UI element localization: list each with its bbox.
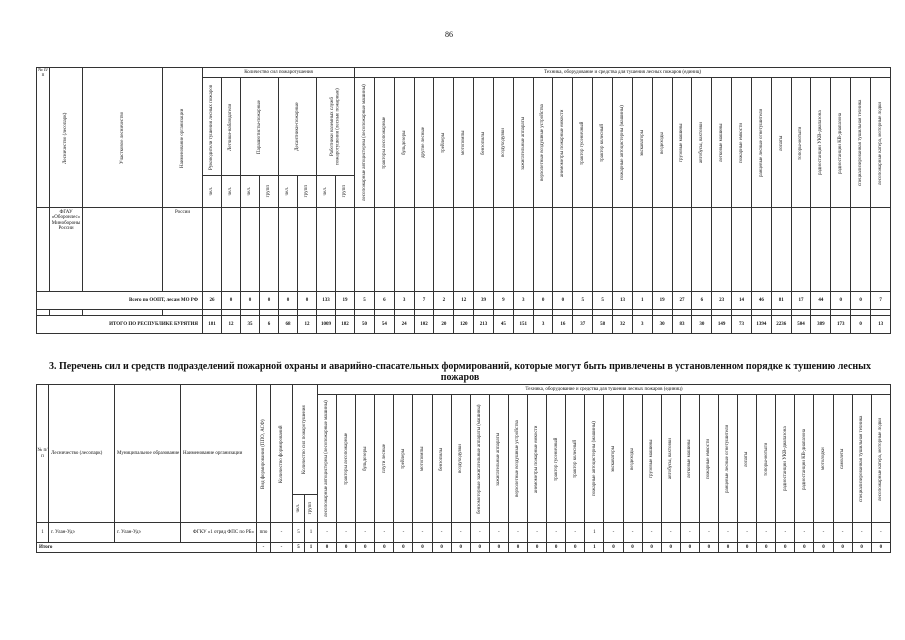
equipment-col-header: лесопожарные автоцистерны (лесопожарные машины): [355, 78, 375, 208]
empty-cell: [414, 208, 434, 292]
grand-total-value: 151: [513, 316, 533, 334]
equipment-col-header: пожарные автоцистерны (машины): [585, 395, 604, 523]
equipment-col-header: лопаты: [738, 395, 757, 523]
unit-label: чел.: [317, 176, 336, 208]
grand-total-value: 58: [593, 316, 613, 334]
unit-label: чел.: [241, 176, 260, 208]
equipment-value: -: [833, 523, 852, 543]
unit-label: чел.: [222, 176, 241, 208]
equipment-col-header: верхолетные воздушные устройства: [508, 395, 527, 523]
empty-cell: [513, 208, 533, 292]
total-value: 81: [771, 292, 791, 310]
total-value: 12: [454, 292, 474, 310]
equipment-col-header: вездеходы: [652, 78, 672, 208]
total-value: 0: [814, 543, 833, 553]
empty-cell: [260, 208, 279, 292]
count-value: -: [271, 523, 293, 543]
total-value: 5: [593, 292, 613, 310]
force-col-header: Работники наземных служб пожаротушения (лесные пожарные): [317, 78, 355, 176]
force-col-header: Десантники-пожарные: [279, 78, 317, 176]
total-value: 19: [336, 292, 355, 310]
empty-cell: [298, 208, 317, 292]
equipment-col-header: самолеты: [833, 395, 852, 523]
empty-cell: [692, 208, 712, 292]
total-value: 0: [699, 543, 718, 553]
empty-cell: [241, 208, 260, 292]
total-value: 0: [533, 292, 553, 310]
equipment-col-header: анемометры пожарные емкости: [528, 395, 547, 523]
total-value: 3: [513, 292, 533, 310]
equipment-value: -: [528, 523, 547, 543]
grand-total-value: 504: [791, 316, 811, 334]
grand-total-value: 0: [851, 316, 871, 334]
empty-cell: [355, 208, 375, 292]
total-value: 46: [751, 292, 771, 310]
total-value: 0: [851, 292, 871, 310]
equipment-value: -: [432, 523, 451, 543]
total-value: 0: [279, 292, 298, 310]
equipment-col-header: пожарные емкости: [699, 395, 718, 523]
grand-total-value: 213: [474, 316, 494, 334]
grand-total-row: [37, 316, 891, 334]
total-value: 27: [672, 292, 692, 310]
equipment-col-header: радиостанции УКВ-диапазона: [776, 395, 795, 523]
equipment-value: 1: [585, 523, 604, 543]
equipment-col-header: трейлеры: [434, 78, 454, 208]
equipment-value: -: [508, 523, 527, 543]
equipment-col-header: лесопожарные катера, моторные лодки: [871, 395, 890, 523]
grand-total-value: 389: [811, 316, 831, 334]
equipment-col-header: мотопомпы: [413, 395, 432, 523]
grand-total-value: 35: [241, 316, 260, 334]
fire-units-table: [36, 384, 891, 553]
grand-total-value: 30: [652, 316, 672, 334]
grand-total-value: 73: [732, 316, 752, 334]
total-value: 0: [566, 543, 585, 553]
total-value: 5: [573, 292, 593, 310]
equipment-col-header: воздуходувки: [451, 395, 470, 523]
total-groups: 1: [305, 543, 318, 553]
total-value: 0: [394, 543, 413, 553]
grand-total-value: 2236: [771, 316, 791, 334]
total-value: 14: [732, 292, 752, 310]
total-value: 19: [652, 292, 672, 310]
equipment-value: -: [337, 523, 356, 543]
grand-total-value: 6: [260, 316, 279, 334]
total-value: 7: [414, 292, 434, 310]
total-value: 23: [712, 292, 732, 310]
equipment-col-header: трактор гусеничный: [573, 78, 593, 208]
empty-cell: [870, 208, 890, 292]
equipment-col-header: другие лесные: [414, 78, 434, 208]
unit-label: чел.: [203, 176, 222, 208]
empty-cell: [652, 208, 672, 292]
grand-total-value: 12: [298, 316, 317, 334]
unit-label: групп: [305, 495, 318, 523]
equipment-col-header: бензомоторные зажигательные аппараты (машины): [470, 395, 489, 523]
unit-label: групп: [298, 176, 317, 208]
total-count: -: [271, 543, 293, 553]
equipment-value: -: [795, 523, 814, 543]
equipment-col-header: трактор колесный: [566, 395, 585, 523]
empty-cell: [672, 208, 692, 292]
table-header-row: [37, 68, 891, 78]
equipment-col-header: легковые машины: [712, 78, 732, 208]
empty-cell: [712, 208, 732, 292]
equipment-value: -: [604, 523, 623, 543]
equipment-value: -: [852, 523, 871, 543]
total-value: 13: [613, 292, 633, 310]
equipment-value: -: [814, 523, 833, 543]
total-value: 7: [870, 292, 890, 310]
col-count-header: Количество формирований: [271, 385, 293, 523]
unit-label: чел.: [279, 176, 298, 208]
total-value: 1: [585, 543, 604, 553]
empty-cell: [434, 208, 454, 292]
empty-cell: [632, 208, 652, 292]
equipment-value: -: [489, 523, 508, 543]
equipment-value: -: [318, 523, 337, 543]
grand-total-value: 45: [493, 316, 513, 334]
unit-label: групп: [336, 176, 355, 208]
col-forces-header: Количество сил пожаротушения: [293, 385, 318, 495]
total-value: 0: [871, 543, 890, 553]
total-value: 26: [203, 292, 222, 310]
empty-cell: [791, 208, 811, 292]
equipment-col-header: топоры-мотыги: [791, 78, 811, 208]
grand-total-value: 20: [434, 316, 454, 334]
equipment-value: -: [470, 523, 489, 543]
people-value: 5: [293, 523, 305, 543]
empty-cell: [336, 208, 355, 292]
total-value: 0: [642, 543, 661, 553]
equipment-value: -: [757, 523, 776, 543]
total-value: 0: [547, 543, 566, 553]
equipment-value: -: [375, 523, 394, 543]
total-value: 0: [757, 543, 776, 553]
total-value: 0: [470, 543, 489, 553]
total-value: 3: [394, 292, 414, 310]
row-number: 1: [37, 523, 49, 543]
equipment-col-header: зажигательные аппараты: [489, 395, 508, 523]
equipment-col-header: плуги лесные: [375, 395, 394, 523]
empty-cell: [771, 208, 791, 292]
total-value: 0: [661, 543, 680, 553]
equipment-col-header: мотолодки: [814, 395, 833, 523]
grand-total-value: 1394: [751, 316, 771, 334]
empty-cell: [811, 208, 831, 292]
empty-cell: [374, 208, 394, 292]
grand-total-value: 32: [613, 316, 633, 334]
equipment-col-header: анемометры пожарные емкости: [553, 78, 573, 208]
total-value: 0: [718, 543, 737, 553]
empty-cell: [222, 208, 241, 292]
equipment-col-header: мотопомпы: [454, 78, 474, 208]
total-value: 0: [298, 292, 317, 310]
col-no-header: № п/п: [37, 68, 50, 208]
equipment-value: -: [738, 523, 757, 543]
grand-total-value: 16: [553, 316, 573, 334]
equipment-col-header: тракторы лесопожарные: [374, 78, 394, 208]
equipment-col-header: трактор гусеничный: [547, 395, 566, 523]
total-value: 0: [680, 543, 699, 553]
equipment-value: -: [718, 523, 737, 543]
empty-cell: [474, 208, 494, 292]
total-value: 0: [528, 543, 547, 553]
grand-total-value: 3: [533, 316, 553, 334]
equipment-value: -: [394, 523, 413, 543]
total-value: 2: [434, 292, 454, 310]
equipment-value: -: [661, 523, 680, 543]
total-value: 0: [318, 543, 337, 553]
empty-cell: [553, 208, 573, 292]
row-number: [37, 208, 50, 292]
equipment-value: -: [776, 523, 795, 543]
empty-cell: [454, 208, 474, 292]
total-value: 0: [738, 543, 757, 553]
forces-group-header: Количество сил пожаротушения: [203, 68, 355, 78]
equipment-col-header: воздуходувки: [493, 78, 513, 208]
grand-total-value: 1009: [317, 316, 336, 334]
equipment-col-header: бульдозеры: [356, 395, 375, 523]
forestry-name: ФГАУ «Оборонлес» Минобороны России: [50, 208, 83, 292]
total-value: 0: [776, 543, 795, 553]
grand-total-value: 54: [374, 316, 394, 334]
total-value: 39: [474, 292, 494, 310]
total-type: -: [257, 543, 271, 553]
total-value: 5: [355, 292, 375, 310]
grand-total-label: ИТОГО ПО РЕСПУБЛИКЕ БУРЯТИЯ: [37, 316, 203, 334]
col-forestry-header: Лесничество (лесопарк): [49, 385, 115, 523]
equipment-group-header: Техника, оборудование и средства для тушения лесных пожаров (единиц): [355, 68, 891, 78]
col-forestry-header: Лесничество (лесопарк): [50, 68, 83, 208]
empty-cell: [831, 208, 851, 292]
total-value: 133: [317, 292, 336, 310]
organization-name: России: [163, 208, 203, 292]
col-org-header: Наименование организации: [181, 385, 257, 523]
equipment-value: -: [356, 523, 375, 543]
col-municipality-header: Муниципальное образование: [115, 385, 181, 523]
equipment-col-header: специализированная тушильная техника: [852, 395, 871, 523]
total-value: 44: [811, 292, 831, 310]
grand-total-value: 83: [672, 316, 692, 334]
equipment-col-header: радиостанции УКВ-диапазона: [811, 78, 831, 208]
grand-total-value: 120: [454, 316, 474, 334]
forest-fire-forces-table: [36, 67, 891, 334]
total-value: 0: [852, 543, 871, 553]
total-row: [37, 292, 891, 310]
equipment-value: -: [547, 523, 566, 543]
total-value: 0: [833, 543, 852, 553]
grand-total-value: 182: [336, 316, 355, 334]
equipment-col-header: трейлеры: [394, 395, 413, 523]
grand-total-value: 181: [203, 316, 222, 334]
col-district-header: Участковое лесничество: [83, 68, 163, 208]
empty-cell: [732, 208, 752, 292]
grand-total-value: 173: [831, 316, 851, 334]
total-people: 5: [293, 543, 305, 553]
total-value: 0: [623, 543, 642, 553]
total-value: 0: [241, 292, 260, 310]
equipment-value: -: [871, 523, 890, 543]
empty-cell: [573, 208, 593, 292]
grand-total-value: 13: [870, 316, 890, 334]
equipment-col-header: зажигательные аппараты: [513, 78, 533, 208]
organization-row: [37, 208, 891, 292]
total-value: 0: [553, 292, 573, 310]
equipment-col-header: бензопилы: [474, 78, 494, 208]
equipment-col-header: пожарные автоцистерны (машины): [613, 78, 633, 208]
equipment-col-header: автобусы, вахтовки: [692, 78, 712, 208]
empty-cell: [613, 208, 633, 292]
total-value: 9: [493, 292, 513, 310]
equipment-col-header: ранцевые лесные огнетушители: [718, 395, 737, 523]
grand-total-value: 12: [222, 316, 241, 334]
col-type-header: Вид формирования (ППО, АСФ): [257, 385, 271, 523]
equipment-col-header: пожарные емкости: [732, 78, 752, 208]
unit-label: чел.: [293, 495, 305, 523]
grand-total-value: 30: [692, 316, 712, 334]
equipment-group-header: Техника, оборудование и средства для тушения лесных пожаров (единиц): [318, 385, 891, 395]
type-value: ппо: [257, 523, 271, 543]
page-number: 86: [445, 30, 453, 39]
grand-total-value: 149: [712, 316, 732, 334]
empty-cell: [533, 208, 553, 292]
empty-cell: [751, 208, 771, 292]
equipment-col-header: тракторы лесопожарные: [337, 395, 356, 523]
total-value: 0: [604, 543, 623, 553]
total-label: Итого: [37, 543, 257, 553]
total-value: 0: [413, 543, 432, 553]
equipment-col-header: грузовые машины: [672, 78, 692, 208]
equipment-col-header: лопаты: [771, 78, 791, 208]
equipment-col-header: легковые машины: [680, 395, 699, 523]
equipment-value: -: [680, 523, 699, 543]
grand-total-value: 68: [279, 316, 298, 334]
equipment-col-header: вездеходы: [623, 395, 642, 523]
unit-label: групп: [260, 176, 279, 208]
force-col-header: Парашютисты-пожарные: [241, 78, 279, 176]
total-value: 0: [795, 543, 814, 553]
equipment-col-header: топоры-мотыги: [757, 395, 776, 523]
district-name: [83, 208, 163, 292]
equipment-col-header: экскаваторы: [632, 78, 652, 208]
equipment-col-header: бульдозеры: [394, 78, 414, 208]
total-value: 0: [337, 543, 356, 553]
total-value: 0: [831, 292, 851, 310]
equipment-value: -: [642, 523, 661, 543]
total-value: 0: [451, 543, 470, 553]
total-value: 0: [260, 292, 279, 310]
equipment-value: -: [413, 523, 432, 543]
empty-cell: [203, 208, 222, 292]
grand-total-value: 24: [394, 316, 414, 334]
equipment-col-header: лесопожарные автоцистерны (лесопожарные машины): [318, 395, 337, 523]
equipment-col-header: ранцевые лесные огнетушители: [751, 78, 771, 208]
grand-total-value: 3: [632, 316, 652, 334]
total-value: 0: [375, 543, 394, 553]
section-3-title: 3. Перечень сил и средств подразделений пожарной охраны и аварийно-спасательных формирований, которые могут быть привлечены в установленном порядке к тушению лесных пожаров: [49, 361, 871, 383]
total-value: 0: [489, 543, 508, 553]
empty-cell: [317, 208, 336, 292]
equipment-col-header: радиостанции КВ-диапазона: [831, 78, 851, 208]
equipment-value: -: [566, 523, 585, 543]
total-value: 6: [374, 292, 394, 310]
empty-cell: [279, 208, 298, 292]
groups-value: 1: [305, 523, 318, 543]
total-value: 0: [508, 543, 527, 553]
force-col-header: Руководители тушения лесных пожаров: [203, 78, 222, 176]
equipment-col-header: лесопожарные катера, моторные лодки: [870, 78, 890, 208]
total-value: 0: [356, 543, 375, 553]
total-value: 6: [692, 292, 712, 310]
table-header-row: [37, 385, 891, 395]
equipment-col-header: экскаваторы: [604, 395, 623, 523]
equipment-col-header: верхолетные воздушные устройства: [533, 78, 553, 208]
grand-total-value: 37: [573, 316, 593, 334]
data-row: [37, 523, 891, 543]
col-org-header: Наименование организации: [163, 68, 203, 208]
equipment-value: -: [623, 523, 642, 543]
equipment-col-header: бензопилы: [432, 395, 451, 523]
empty-cell: [394, 208, 414, 292]
grand-total-value: 102: [414, 316, 434, 334]
empty-cell: [851, 208, 871, 292]
equipment-col-header: автобусы, вахтовки: [661, 395, 680, 523]
municipality-name: г. Улан-Удэ: [115, 523, 181, 543]
equipment-value: -: [451, 523, 470, 543]
force-col-header: Летчики-наблюдатели: [222, 78, 241, 176]
total-value: 17: [791, 292, 811, 310]
equipment-col-header: трактор колесный: [593, 78, 613, 208]
total-value: 1: [632, 292, 652, 310]
equipment-col-header: радиостанции КВ-диапазона: [795, 395, 814, 523]
forestry-name: г. Улан-Удэ: [49, 523, 115, 543]
total-row: [37, 543, 891, 553]
total-value: 0: [222, 292, 241, 310]
total-value: 0: [432, 543, 451, 553]
organization-name: ФГКУ «1 отряд ФПС по РБ»: [181, 523, 257, 543]
grand-total-value: 50: [355, 316, 375, 334]
total-label: Всего по ООПТ, лесам МО РФ: [37, 292, 203, 310]
equipment-col-header: специализированная тушильная техника: [851, 78, 871, 208]
equipment-value: -: [699, 523, 718, 543]
empty-cell: [593, 208, 613, 292]
equipment-col-header: грузовые машины: [642, 395, 661, 523]
col-no-header: № п/п: [37, 385, 49, 523]
empty-cell: [493, 208, 513, 292]
